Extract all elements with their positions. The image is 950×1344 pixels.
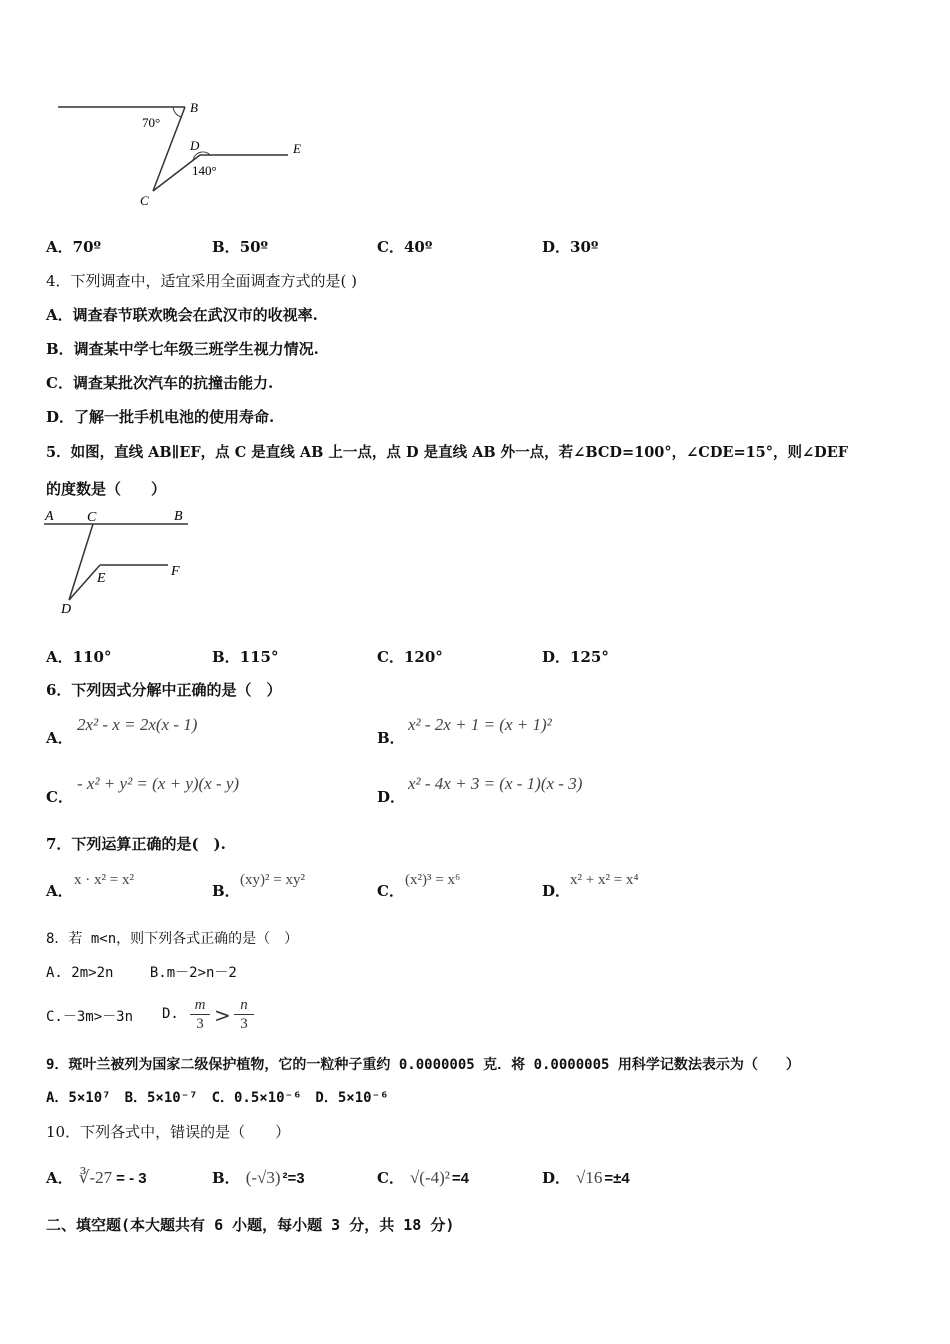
q10-option-d: D． √16 =±4 [542, 1168, 630, 1187]
q5-label-C: C [87, 510, 97, 525]
q5-option-c: C．120° [377, 648, 443, 666]
q6-option-b-expr: x² - 2x + 1 = (x + 1)² [408, 715, 552, 734]
q8-frac-left-num: m [190, 996, 210, 1015]
q4-option-b: B．调查某中学七年级三班学生视力情况. [46, 340, 319, 358]
q4-option-d: D．了解一批手机电池的使用寿命. [46, 408, 275, 426]
q7-option-d-letter: D． [542, 882, 571, 900]
q3-label-E: E [293, 141, 301, 156]
q7-option-c-letter: C． [377, 882, 404, 900]
q7-option-a-expr: x · x² = x² [74, 872, 134, 888]
q3-label-B: B [190, 100, 198, 115]
q6-option-d-letter: D． [377, 788, 406, 806]
q6-option-a-letter: A． [46, 729, 73, 747]
q8-stem: 8．若 m<n，则下列各式正确的是（ ） [46, 931, 299, 947]
q3-option-c: C．40º [377, 238, 433, 256]
q5-label-D: D [61, 602, 72, 617]
q7-option-d-expr: x² + x² = x⁴ [570, 872, 639, 888]
q5-figure [40, 505, 200, 620]
q5-label-F: F [171, 564, 180, 579]
q8-frac-right-num: n [234, 996, 254, 1015]
q8-frac-left-den: 3 [196, 1016, 204, 1032]
q6-option-b-letter: B． [377, 729, 405, 747]
q6-option-c-letter: C． [46, 788, 73, 806]
q8-option-c: C.－3m>－3n [46, 1009, 134, 1025]
q7-option-a-letter: A． [46, 882, 73, 900]
q3-figure [50, 95, 320, 215]
q8-gt-sign: > [214, 1003, 231, 1027]
q6-option-d-expr: x² - 4x + 3 = (x - 1)(x - 3) [408, 774, 583, 793]
q3-option-b: B．50º [212, 238, 269, 256]
q9-stem: 9．斑叶兰被列为国家二级保护植物，它的一粒种子重约 0.0000005 克．将 0.0000005 用科学记数法表示为（ ） [46, 1057, 800, 1073]
q8-fraction-left [190, 996, 210, 1033]
q10-option-b: B． (-√3) ²=3 [212, 1168, 305, 1187]
q5-stem-line1: 5．如图，直线 AB∥EF，点 C 是直线 AB 上一点，点 D 是直线 AB 外一点，若∠BCD=100°，∠CDE=15°，则∠DEF [46, 444, 849, 461]
q3-label-C: C [140, 193, 149, 208]
q5-option-b: B．115° [212, 648, 279, 666]
q8-option-ab: A. 2m>2n B.m－2>n－2 [46, 965, 237, 981]
q3-angle-70: 70° [142, 115, 161, 130]
q5-label-E: E [97, 571, 106, 586]
q6-option-a-expr: 2x² - x = 2x(x - 1) [77, 715, 198, 734]
q5-label-B: B [174, 509, 183, 524]
q4-option-c: C．调查某批次汽车的抗撞击能力. [46, 374, 274, 392]
q10-option-a: A． ∛-27 = - 3 [46, 1168, 147, 1187]
q7-option-c-expr: (x²)³ = x⁶ [405, 872, 461, 888]
q10-option-c: C． √(-4)² =4 [377, 1168, 469, 1187]
q5-stem-line2: 的度数是（ ） [46, 480, 167, 498]
q8-option-d-letter: D. [162, 1006, 179, 1022]
q5-option-a: A．110° [46, 648, 112, 666]
q6-stem: 6．下列因式分解中正确的是（ ） [46, 681, 282, 699]
q5-label-A: A [45, 509, 54, 524]
section2-heading: 二、填空题(本大题共有 6 小题，每小题 3 分，共 18 分) [46, 1216, 455, 1234]
q8-fraction-right [234, 996, 254, 1033]
q4-option-a: A．调查春节联欢晚会在武汉市的收视率. [46, 306, 318, 324]
q3-label-D: D [190, 138, 200, 153]
q10-stem: 10．下列各式中，错误的是（ ） [46, 1123, 291, 1141]
q4-stem: 4．下列调查中，适宜采用全面调查方式的是( ) [46, 272, 358, 290]
q3-angle-140: 140° [192, 163, 217, 178]
q5-option-d: D．125° [542, 648, 609, 666]
q6-option-c-expr: - x² + y² = (x + y)(x - y) [77, 774, 240, 793]
q9-options: A．5×10⁷ B．5×10⁻⁷ C．0.5×10⁻⁶ D．5×10⁻⁶ [46, 1090, 389, 1106]
q3-option-a: A．70º [46, 238, 102, 256]
q8-frac-right-den: 3 [240, 1016, 248, 1032]
q3-option-d: D．30º [542, 238, 599, 256]
q7-option-b-expr: (xy)² = xy² [240, 872, 305, 888]
q7-option-b-letter: B． [212, 882, 240, 900]
q7-stem: 7．下列运算正确的是( ). [46, 835, 226, 853]
